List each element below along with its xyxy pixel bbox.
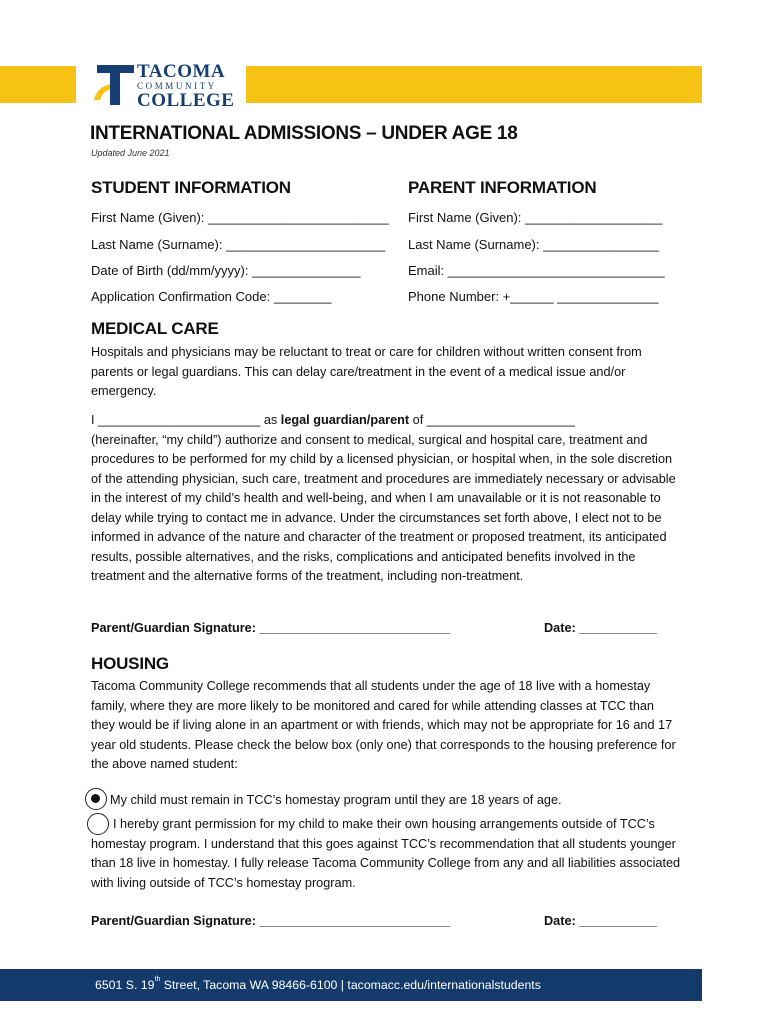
housing-option-2-label: I hereby grant permission for my child to make their own housing arrangements outside of TCC’s homestay program. I understand that this goes against TCC’s recommendation that all students younger than 18 live in homestay. I fully release Tacoma Community College from any and all liabilities associated with living outside of TCC’s homestay program. bbox=[91, 817, 681, 890]
student-last-name-field[interactable]: Last Name (Surname): ______________________ bbox=[91, 237, 386, 252]
updated-date: Updated June 2021 bbox=[91, 148, 170, 158]
footer-address: 6501 S. 19th Street, Tacoma WA 98466-6100 | tacomacc.edu/internationalstudents bbox=[95, 976, 541, 992]
consent-child-field[interactable]: of _____________________ bbox=[409, 413, 575, 427]
housing-option-1-radio[interactable] bbox=[85, 788, 107, 810]
logo-line-3: COLLEGE bbox=[137, 90, 235, 111]
consent-body-text: (hereinafter, “my child”) authorize and consent to medical, surgical and hospital care, treatment and procedures to be performed for my child by a licensed physician, or hospital when, in the sole discretion of the attending physician, such care, treatment and procedures are immediately necessary or advisable in the interest of my child’s health and well-being, and when I am unavailable or it is not reasonable to delay while trying to contact me in advance. Under the circumstances set forth above, I elect not to be informed in advance of the nature and character of the treatment or proposed treatment, its anticipated results, possible alternatives, and the risks, complications and anticipated benefits involved in the treatment and the alternative forms of the treatment, including non-treatment. bbox=[91, 432, 676, 583]
radio-selected-dot bbox=[91, 794, 100, 803]
logo-line-2: COMMUNITY bbox=[137, 81, 217, 91]
student-info-heading: STUDENT INFORMATION bbox=[91, 178, 291, 197]
parent-info-heading: PARENT INFORMATION bbox=[408, 178, 597, 197]
medical-date-field[interactable]: Date: ___________ bbox=[544, 621, 657, 635]
parent-email-field[interactable]: Email: ______________________________ bbox=[408, 263, 665, 278]
housing-heading: HOUSING bbox=[91, 654, 169, 673]
logo-wordmark bbox=[137, 62, 234, 110]
logo-line-1: TACOMA bbox=[137, 61, 226, 82]
student-app-code-field[interactable]: Application Confirmation Code: ________ bbox=[91, 289, 332, 304]
consent-name-field[interactable]: I _______________________ as bbox=[91, 413, 281, 427]
parent-phone-field[interactable]: Phone Number: +______ ______________ bbox=[408, 289, 659, 304]
header-banner-left bbox=[0, 66, 76, 103]
medical-consent-text bbox=[91, 411, 681, 587]
medical-intro-text: Hospitals and physicians may be reluctant to treat or care for children without written consent from parents or legal guardians. This can delay care/treatment in the event of a medical issue and/or emergency. bbox=[91, 345, 642, 398]
parent-last-name-field[interactable]: Last Name (Surname): ________________ bbox=[408, 237, 659, 252]
header-banner-right bbox=[246, 66, 702, 103]
medical-care-heading: MEDICAL CARE bbox=[91, 319, 219, 338]
housing-intro-text: Tacoma Community College recommends that all students under the age of 18 live with a homestay family, where they are more likely to be monitored and cared for while attending classes at TCC than they would be if living alone in an apartment or with friends, which may not be appropriate for 16 and 17 year old students. Please check the below box (only one) that corresponds to the housing preference for the above named student: bbox=[91, 679, 676, 771]
housing-signature-field[interactable]: Parent/Guardian Signature: ___________________________ bbox=[91, 914, 451, 928]
parent-first-name-field[interactable]: First Name (Given): ___________________ bbox=[408, 210, 663, 225]
housing-option-1-label: My child must remain in TCC’s homestay program until they are 18 years of age. bbox=[110, 793, 562, 807]
consent-role-label: legal guardian/parent bbox=[280, 413, 410, 427]
student-dob-field[interactable]: Date of Birth (dd/mm/yyyy): _______________ bbox=[91, 263, 361, 278]
housing-date-field[interactable]: Date: ___________ bbox=[544, 914, 657, 928]
student-first-name-field[interactable]: First Name (Given): _________________________ bbox=[91, 210, 389, 225]
medical-signature-field[interactable]: Parent/Guardian Signature: ___________________________ bbox=[91, 621, 451, 635]
page-title: INTERNATIONAL ADMISSIONS – UNDER AGE 18 bbox=[90, 123, 518, 144]
